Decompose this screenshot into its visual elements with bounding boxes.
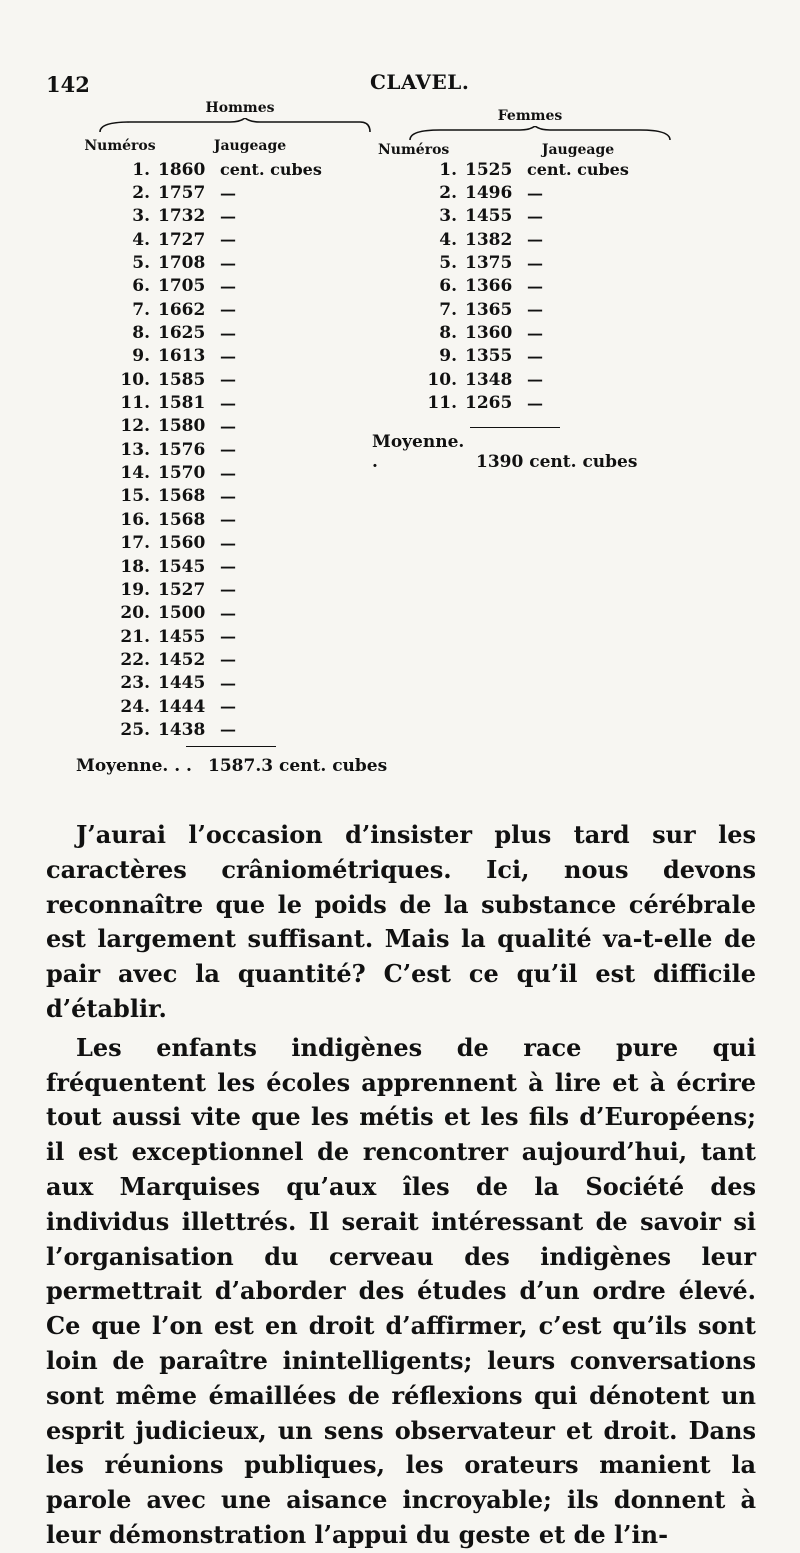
- row-unit: —: [527, 323, 543, 343]
- table-row: [370, 275, 690, 298]
- row-number: 7.: [132, 299, 150, 320]
- row-unit: —: [220, 650, 236, 670]
- row-unit: —: [527, 183, 543, 203]
- row-unit: —: [220, 533, 236, 553]
- table-row: [70, 578, 410, 601]
- row-unit: —: [527, 346, 543, 366]
- table-row: [70, 672, 410, 695]
- table-row: [370, 181, 690, 204]
- row-gauge-value: 1585: [158, 369, 206, 390]
- men-rows: [70, 158, 410, 742]
- row-unit: —: [220, 510, 236, 530]
- row-unit: —: [220, 720, 236, 740]
- row-gauge-value: 1452: [158, 649, 206, 670]
- row-gauge-value: 1348: [465, 369, 513, 390]
- table-row: [70, 555, 410, 578]
- table-row: [370, 298, 690, 321]
- row-number: 10.: [427, 369, 457, 390]
- row-gauge-value: 1708: [158, 253, 206, 274]
- body-text: [46, 818, 756, 1553]
- table-row: [370, 158, 690, 181]
- row-unit: —: [527, 276, 543, 296]
- table-row: [70, 321, 410, 344]
- table-row: [70, 368, 410, 391]
- table-row: [70, 718, 410, 741]
- table-row: [70, 625, 410, 648]
- row-unit: —: [527, 300, 543, 320]
- row-gauge-value: 1581: [158, 393, 206, 414]
- row-unit: —: [527, 253, 543, 273]
- table-row: [70, 508, 410, 531]
- table-row: [70, 298, 410, 321]
- row-gauge-value: 1438: [158, 719, 206, 740]
- row-gauge-value: 1576: [158, 439, 206, 460]
- women-total-rule: [470, 427, 560, 428]
- row-unit: —: [220, 300, 236, 320]
- row-unit: —: [220, 323, 236, 343]
- row-number: 22.: [120, 649, 150, 670]
- table-row: [70, 415, 410, 438]
- women-average: [372, 432, 637, 472]
- row-unit: —: [527, 230, 543, 250]
- row-number: 18.: [120, 556, 150, 577]
- table-row: [70, 438, 410, 461]
- table-row: [70, 181, 410, 204]
- women-table: [370, 100, 690, 415]
- row-unit: —: [220, 603, 236, 623]
- table-row: [70, 391, 410, 414]
- row-number: 2.: [439, 183, 457, 204]
- row-number: 3.: [132, 206, 150, 227]
- row-number: 1.: [132, 159, 150, 180]
- men-average-label: Moyenne. . .: [76, 756, 192, 776]
- row-unit: —: [220, 440, 236, 460]
- row-gauge-value: 1365: [465, 299, 513, 320]
- row-gauge-value: 1560: [158, 533, 206, 554]
- row-gauge-value: 1545: [158, 556, 206, 577]
- row-gauge-value: 1360: [465, 323, 513, 344]
- row-number: 8.: [132, 323, 150, 344]
- table-row: [370, 368, 690, 391]
- women-column-headers: [370, 138, 690, 158]
- row-gauge-value: 1860: [158, 159, 206, 180]
- row-number: 7.: [439, 299, 457, 320]
- table-row: [370, 391, 690, 414]
- table-row: [70, 648, 410, 671]
- men-table: [70, 100, 410, 742]
- row-unit: —: [220, 463, 236, 483]
- table-row: [370, 251, 690, 274]
- row-number: 10.: [120, 369, 150, 390]
- table-row: [70, 205, 410, 228]
- row-gauge-value: 1500: [158, 603, 206, 624]
- row-number: 1.: [439, 159, 457, 180]
- men-group-title: Hommes: [205, 100, 275, 116]
- table-row: [70, 602, 410, 625]
- women-average-value: 1390 cent. cubes: [476, 452, 638, 472]
- men-column-headers: [70, 134, 410, 154]
- row-gauge-value: 1527: [158, 579, 206, 600]
- row-unit: —: [220, 230, 236, 250]
- women-group-title: Femmes: [497, 108, 563, 124]
- row-gauge-value: 1525: [465, 159, 513, 180]
- row-unit: —: [527, 206, 543, 226]
- row-unit: —: [220, 697, 236, 717]
- row-unit: —: [220, 346, 236, 366]
- table-row: [70, 532, 410, 555]
- women-col-gauge: Jaugeage: [541, 142, 615, 158]
- row-number: 4.: [132, 229, 150, 250]
- table-row: [370, 205, 690, 228]
- row-gauge-value: 1580: [158, 416, 206, 437]
- row-gauge-value: 1375: [465, 253, 513, 274]
- row-number: 6.: [439, 276, 457, 297]
- table-row: [70, 275, 410, 298]
- row-number: 20.: [120, 603, 150, 624]
- row-number: 3.: [439, 206, 457, 227]
- row-gauge-value: 1265: [465, 393, 513, 414]
- women-average-label: Moyenne. .: [372, 432, 465, 472]
- row-gauge-value: 1496: [465, 183, 513, 204]
- row-gauge-value: 1662: [158, 299, 206, 320]
- row-number: 15.: [120, 486, 150, 507]
- row-gauge-value: 1705: [158, 276, 206, 297]
- row-number: 5.: [439, 253, 457, 274]
- row-number: 9.: [132, 346, 150, 367]
- row-unit: —: [220, 627, 236, 647]
- table-row: [70, 158, 410, 181]
- paragraph-1: J’aurai l’occasion d’insister plus tard sur les caractères crâniométriques. Ici, nous devons reconnaître que le poids de la substance cérébrale est largement suffisant. Mais la qualité va-t-elle de pair avec la quantité? C’est ce qu’il est difficile d’établir.: [46, 820, 756, 1023]
- row-number: 25.: [120, 719, 150, 740]
- row-gauge-value: 1445: [158, 673, 206, 694]
- row-gauge-value: 1625: [158, 323, 206, 344]
- table-row: [70, 251, 410, 274]
- row-gauge-value: 1727: [158, 229, 206, 250]
- row-number: 14.: [120, 463, 150, 484]
- row-unit: —: [220, 183, 236, 203]
- row-number: 2.: [132, 183, 150, 204]
- row-number: 5.: [132, 253, 150, 274]
- row-unit: —: [220, 673, 236, 693]
- men-average-value: 1587.3 cent. cubes: [208, 756, 388, 776]
- row-number: 23.: [120, 673, 150, 694]
- row-number: 19.: [120, 579, 150, 600]
- men-col-gauge: Jaugeage: [213, 138, 287, 154]
- men-average: [76, 756, 387, 776]
- row-unit: —: [220, 580, 236, 600]
- row-unit: cent. cubes: [220, 160, 322, 180]
- row-gauge-value: 1568: [158, 486, 206, 507]
- row-unit: —: [220, 557, 236, 577]
- row-number: 17.: [120, 533, 150, 554]
- table-row: [70, 461, 410, 484]
- row-gauge-value: 1568: [158, 509, 206, 530]
- row-number: 16.: [120, 509, 150, 530]
- row-number: 4.: [439, 229, 457, 250]
- row-unit: —: [220, 393, 236, 413]
- running-title: CLAVEL.: [370, 70, 470, 94]
- row-unit: cent. cubes: [527, 160, 629, 180]
- table-row: [70, 695, 410, 718]
- row-gauge-value: 1570: [158, 463, 206, 484]
- row-gauge-value: 1613: [158, 346, 206, 367]
- row-gauge-value: 1355: [465, 346, 513, 367]
- row-unit: —: [527, 393, 543, 413]
- row-gauge-value: 1732: [158, 206, 206, 227]
- women-col-number: Numéros: [378, 142, 450, 158]
- row-number: 6.: [132, 276, 150, 297]
- row-unit: —: [220, 416, 236, 436]
- table-row: [370, 321, 690, 344]
- row-unit: —: [220, 253, 236, 273]
- row-gauge-value: 1366: [465, 276, 513, 297]
- row-number: 11.: [427, 393, 457, 414]
- row-number: 11.: [120, 393, 150, 414]
- women-rows: [370, 158, 690, 415]
- row-unit: —: [220, 206, 236, 226]
- table-row: [370, 345, 690, 368]
- table-row: [70, 345, 410, 368]
- row-number: 9.: [439, 346, 457, 367]
- row-gauge-value: 1444: [158, 696, 206, 717]
- men-total-rule: [186, 746, 276, 747]
- paragraph-2: Les enfants indigènes de race pure qui fréquentent les écoles apprennent à lire et à écrire tout aussi vite que les métis et les fils d’Européens; il est exceptionnel de rencontrer aujourd’hui, tant aux Marquises qu’aux îles de la Société des individus illettrés. Il serait intéressant de savoir si l’organisation du cerveau des indigènes leur permettrait d’aborder des études d’un ordre élevé. Ce que l’on est en droit d’affirmer, c’est qu’ils sont loin de paraître inintelligents; leurs conversations sont même émaillées de réflexions qui dénotent un esprit judicieux, un sens observateur et droit. Dans les réunions publiques, les orateurs manient la parole avec une aisance incroyable; ils donnent à leur démonstration l’appui du geste et de l’in-: [46, 1032, 756, 1549]
- row-gauge-value: 1455: [465, 206, 513, 227]
- row-gauge-value: 1455: [158, 626, 206, 647]
- table-row: [70, 228, 410, 251]
- page-number: 142: [46, 72, 90, 97]
- row-number: 12.: [120, 416, 150, 437]
- men-brace: [70, 118, 410, 134]
- row-gauge-value: 1382: [465, 229, 513, 250]
- row-number: 21.: [120, 626, 150, 647]
- row-unit: —: [220, 486, 236, 506]
- men-col-number: Numéros: [84, 138, 156, 154]
- row-unit: —: [220, 370, 236, 390]
- row-gauge-value: 1757: [158, 183, 206, 204]
- row-unit: —: [220, 276, 236, 296]
- row-unit: —: [527, 370, 543, 390]
- row-number: 8.: [439, 323, 457, 344]
- table-row: [370, 228, 690, 251]
- row-number: 13.: [120, 439, 150, 460]
- row-number: 24.: [120, 696, 150, 717]
- table-row: [70, 485, 410, 508]
